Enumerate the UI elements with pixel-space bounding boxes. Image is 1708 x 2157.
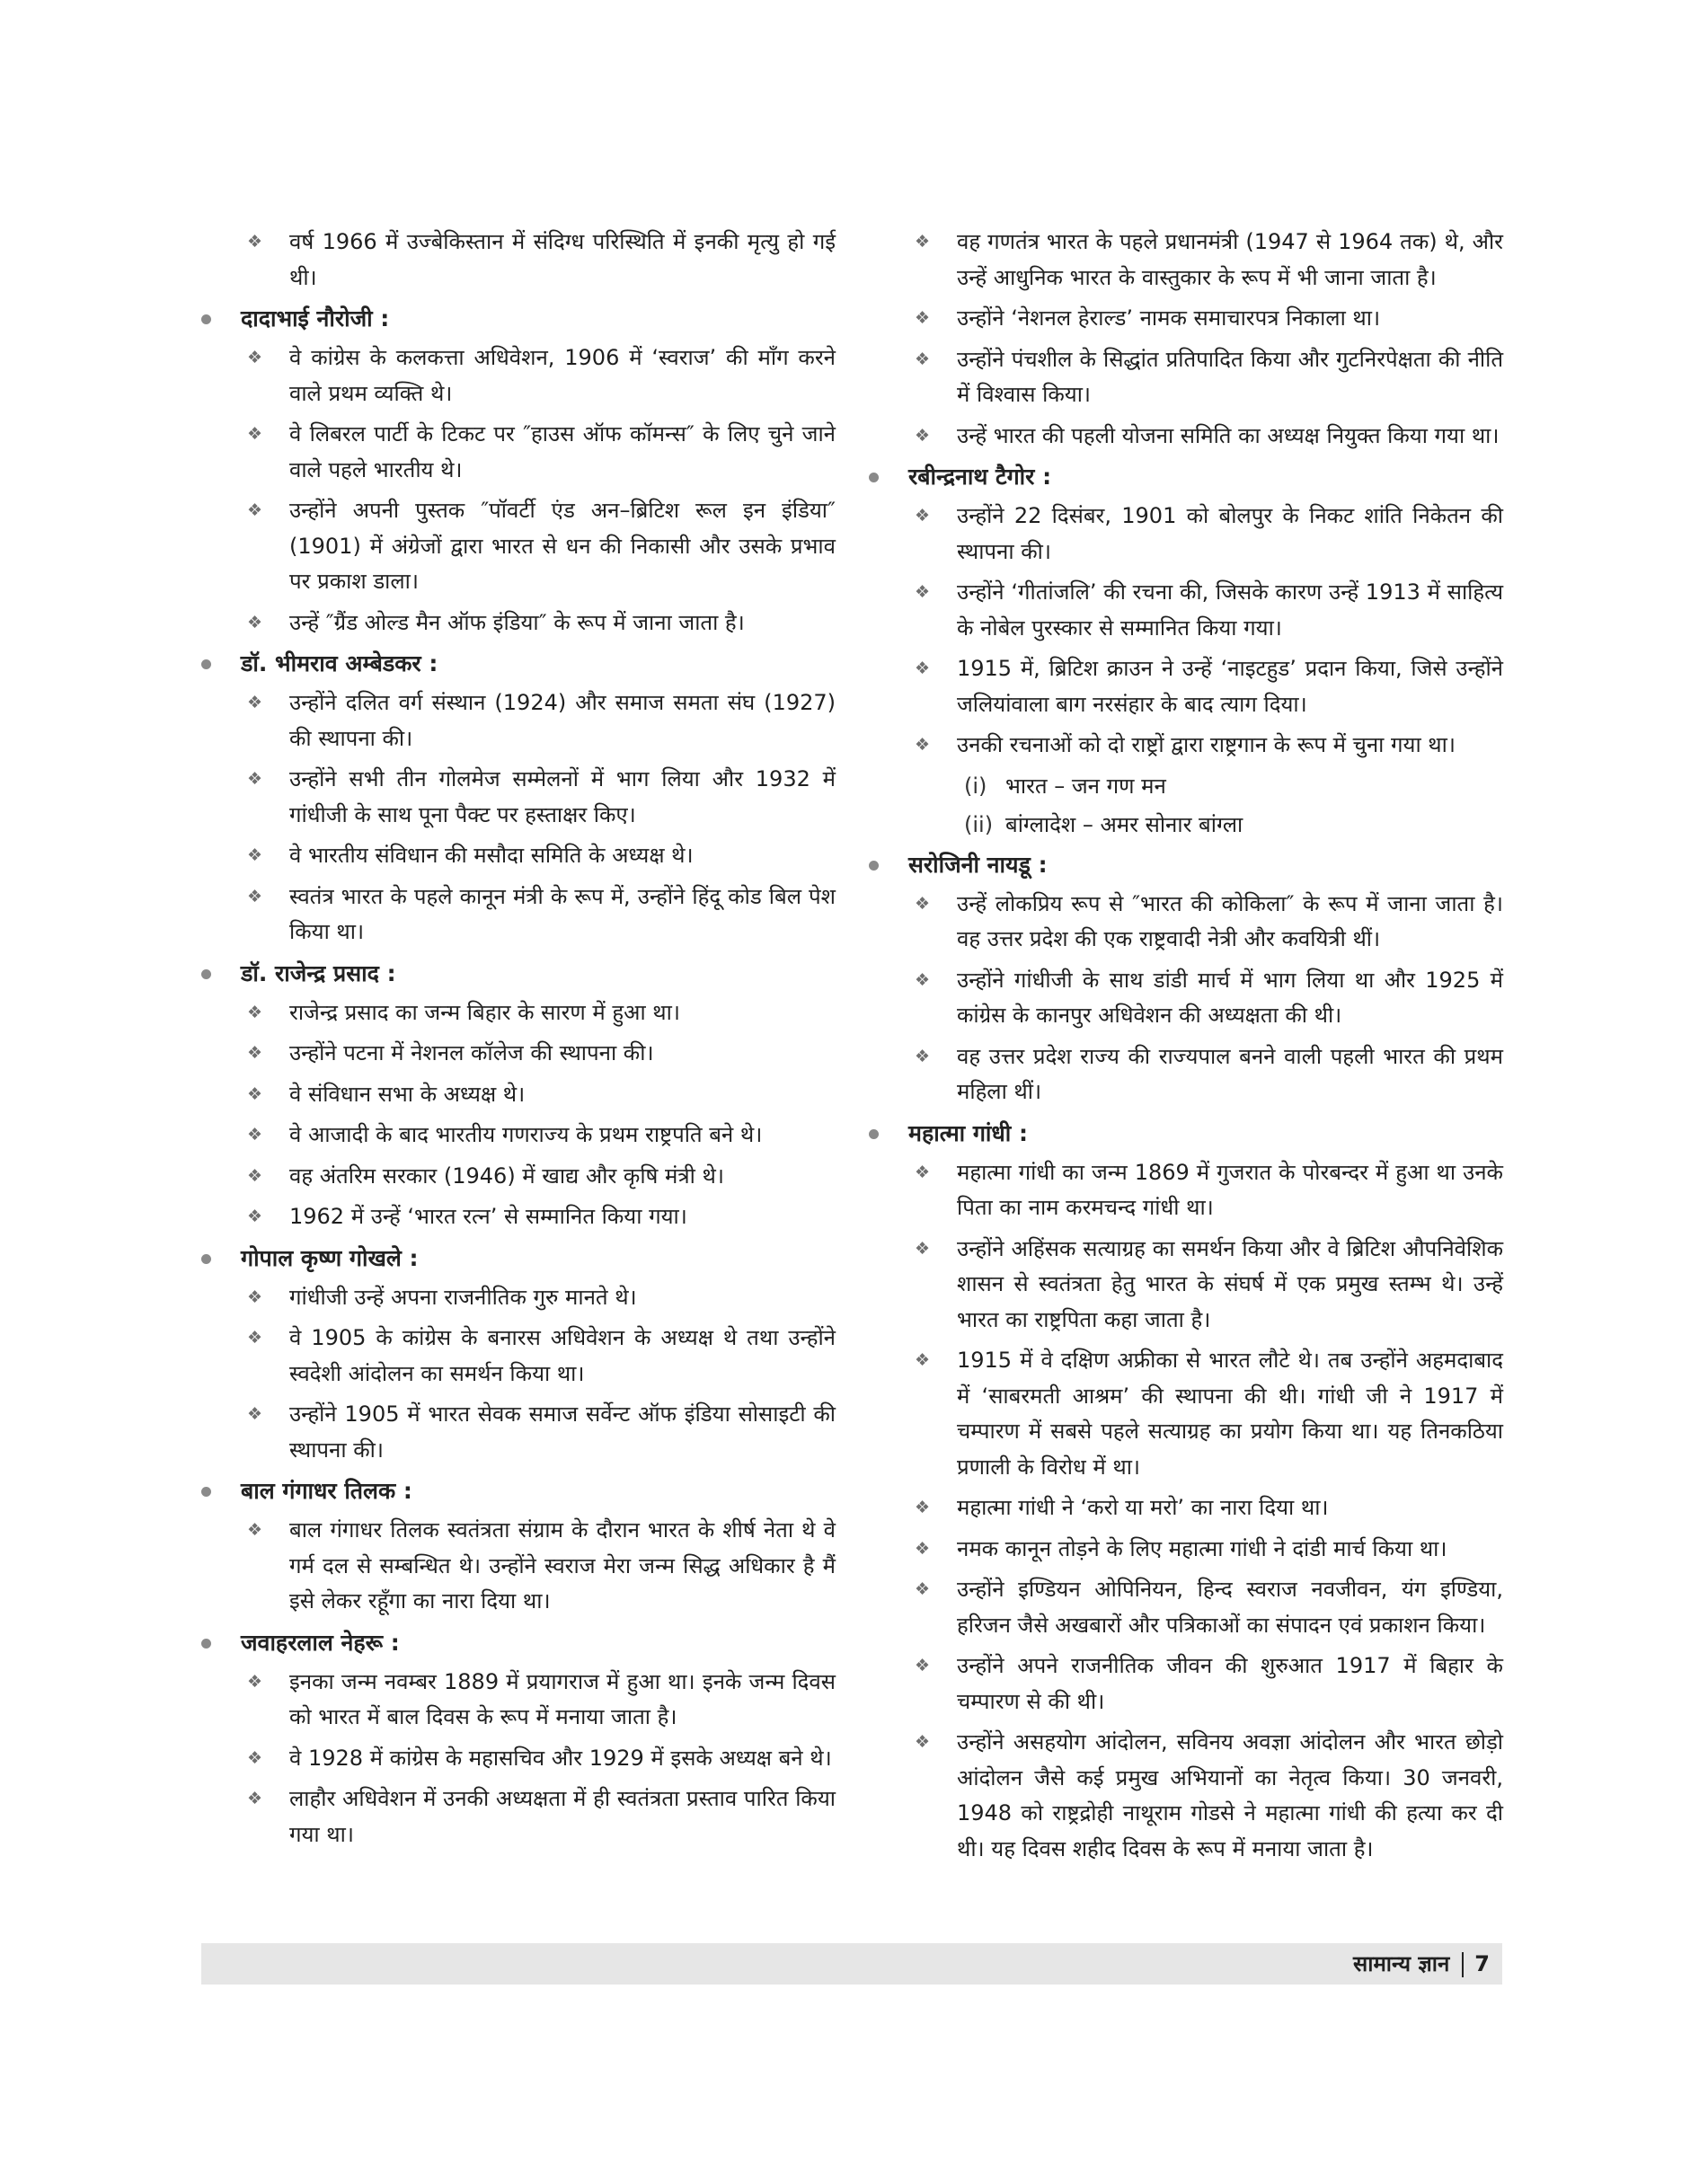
list-item-text: उन्होंने पंचशील के सिद्धांत प्रतिपादित किया और गुटनिरपेक्षता की नीति में विश्वास किया। [957,346,1503,407]
list-item [199,1781,836,1852]
list-item-text: उन्होंने ‘गीतांजलि’ की रचना की, जिसके कारण उन्हें 1913 में साहित्य के नोबेल पुरस्कार से सम्मानित किया गया। [957,579,1503,641]
diamond-dots-icon: ❖ [915,1656,931,1675]
sub-list-item [867,808,1503,844]
list-item-text: वे 1928 में कांग्रेस के महासचिव और 1929 में इसके अध्यक्ष बने थे। [289,1745,832,1771]
section-heading [199,301,836,337]
diamond-dots-icon: ❖ [247,612,263,632]
section-heading [867,459,1503,495]
list-item-text: उन्होंने ‘नेशनल हेराल्ड’ नामक समाचारपत्र निकाला था। [957,305,1381,331]
section-heading [199,1625,836,1661]
diamond-dots-icon: ❖ [915,1579,931,1599]
list-item-text: 1915 में, ब्रिटिश क्राउन ने उन्हें ‘नाइटहुड’ प्रदान किया, जिसे उन्होंने जलियांवाला बाग नरसंहार के बाद त्याग दिया। [957,656,1503,717]
sub-list-number: (i) [964,773,987,799]
list-item-text: उन्होंने 1905 में भारत सेवक समाज सर्वेन्ट ऑफ इंडिया सोसाइटी की स्थापना की। [289,1401,836,1463]
list-item [199,1321,836,1392]
list-item [867,963,1503,1034]
diamond-dots-icon: ❖ [915,1498,931,1517]
list-item-text: लाहौर अधिवेशन में उनकी अध्यक्षता में ही स्वतंत्रता प्रस्ताव पारित किया गया था। [289,1786,836,1847]
diamond-dots-icon: ❖ [915,1162,931,1182]
diamond-dots-icon: ❖ [247,424,263,444]
list-item-text: 1962 में उन्हें ‘भारत रत्न’ से सम्मानित किया गया। [289,1204,687,1229]
list-item [199,1741,836,1777]
list-item [199,685,836,756]
list-item-text: उन्होंने 22 दिसंबर, 1901 को बोलपुर के निकट शांति निकेतन की स्थापना की। [957,503,1503,564]
diamond-dots-icon: ❖ [915,893,931,914]
list-item-text: उन्होंने इण्डियन ओपिनियन, हिन्द स्वराज नवजीवन, यंग इण्डिया, हरिजन जैसे अखबारों और पत्रिकाओं का संपादन एवं प्रकाशन किया। [957,1577,1503,1638]
diamond-dots-icon: ❖ [915,659,931,678]
list-item [199,1665,836,1736]
diamond-dots-icon: ❖ [247,348,263,367]
list-item [867,1490,1503,1526]
list-item [199,1280,836,1316]
list-item [199,838,836,874]
list-item [199,1118,836,1154]
section-heading [867,847,1503,883]
sub-list-item [867,769,1503,805]
list-item [867,1725,1503,1867]
list-item [867,887,1503,958]
list-item [867,651,1503,722]
section-heading-text: डॉ. भीमराव अम्बेडकर : [241,650,438,676]
list-item-text: इनका जन्म नवम्बर 1889 में प्रयागराज में हुआ था। इनके जन्म दिवस को भारत में बाल दिवस के रूप में मनाया जाता है। [289,1668,836,1729]
list-item [199,606,836,641]
diamond-dots-icon: ❖ [915,1732,931,1752]
diamond-dots-icon: ❖ [915,349,931,369]
list-item-text: उन्होंने असहयोग आंदोलन, सविनय अवज्ञा आंदोलन और भारत छोड़ो आंदोलन जैसे कई प्रमुख अभियानों का नेतृत्व किया। 30 जनवरी, 1948 को राष्ट्रद्रोही नाथूराम गोडसे ने महात्मा गांधी की हत्या कर दी थी। यह दिवस शहीद दिवस के रूप में मनाया जाता है। [957,1729,1503,1861]
section-heading-text: दादाभाई नौरोजी : [241,305,390,332]
list-item-text: वे कांग्रेस के कलकत्ता अधिवेशन, 1906 में ‘स्वराज’ की माँग करने वाले प्रथम व्यक्ति थे। [289,345,836,406]
list-item [867,1649,1503,1719]
list-item [199,225,836,296]
list-item [199,1077,836,1113]
diamond-dots-icon: ❖ [915,1238,931,1259]
list-item [199,1199,836,1235]
section-heading-text: महात्मा गांधी : [908,1119,1028,1146]
list-item-text: उन्हें लोकप्रिय रूप से ″भारत की कोकिला″ के रूप में जाना जाता है। वह उत्तर प्रदेश की एक राष्ट्रवादी नेत्री और कवयित्री थीं। [957,890,1503,951]
list-item-text: राजेन्द्र प्रसाद का जन्म बिहार के सारण में हुआ था। [289,999,680,1025]
list-item [199,880,836,950]
list-item [867,1039,1503,1110]
section-heading [867,1116,1503,1152]
sub-list-text: बांग्लादेश – अमर सोनार बांग्ला [1005,812,1243,837]
list-item-text: उन्होंने सभी तीन गोलमेज सम्मेलनों में भाग लिया और 1932 में गांधीजी के साथ पूना पैक्ट पर हस्ताक्षर किए। [289,766,836,827]
list-item-text: स्वतंत्र भारत के पहले कानून मंत्री के रूप में, उन्होंने हिंदू कोड बिल पेश किया था। [289,883,836,944]
list-item [199,1397,836,1468]
list-item-text: वह गणतंत्र भारत के पहले प्रधानमंत्री (1947 से 1964 तक) थे, और उन्हें आधुनिक भारत के वास्तुकार के रूप में भी जाना जाता है। [957,229,1503,290]
section-heading [199,956,836,992]
diamond-dots-icon: ❖ [915,582,931,602]
diamond-dots-icon: ❖ [247,1207,263,1226]
list-item-text: वे भारतीय संविधान की मसौदा समिति के अध्यक्ष थे। [289,843,694,868]
list-item [867,1572,1503,1643]
diamond-dots-icon: ❖ [247,232,263,252]
diamond-dots-icon: ❖ [247,500,263,520]
diamond-dots-icon: ❖ [247,1002,263,1022]
sub-list-number: (ii) [964,812,994,837]
list-item [867,1232,1503,1339]
diamond-dots-icon: ❖ [247,1165,263,1186]
list-item-text: वे लिबरल पार्टी के टिकट पर ″हाउस ऑफ कॉमन्स″ के लिए चुने जाने वाले पहले भारतीय थे। [289,421,836,482]
diamond-dots-icon: ❖ [247,693,263,712]
list-item [199,1513,836,1620]
list-item-text: वे 1905 के कांग्रेस के बनारस अधिवेशन के अध्यक्ष थे तथा उन्होंने स्वदेशी आंदोलन का समर्थन किया था। [289,1325,836,1386]
section-heading-text: रबीन्द्रनाथ टैगोर : [908,464,1052,490]
diamond-dots-icon: ❖ [915,425,931,446]
diamond-dots-icon: ❖ [915,969,931,990]
diamond-dots-icon: ❖ [247,1083,263,1104]
list-item-text: उन्होंने दलित वर्ग संस्थान (1924) और समाज समता संघ (1927) की स्थापना की। [289,690,836,751]
section-heading-text: डॉ. राजेन्द्र प्रसाद : [241,959,396,986]
diamond-dots-icon: ❖ [247,1671,263,1692]
list-item-text: गांधीजी उन्हें अपना राजनीतिक गुरु मानते थे। [289,1284,637,1310]
section-heading-text: गोपाल कृष्ण गोखले : [241,1244,419,1271]
list-item-text: वर्ष 1966 में उज्बेकिस्तान में संदिग्ध परिस्थिति में इनकी मृत्यु हो गई थी। [289,229,836,290]
sub-list-text: भारत – जन गण मन [1005,773,1166,799]
book-title: सामान्य ज्ञान [1353,1951,1450,1976]
list-item [867,1532,1503,1568]
section-heading-text: सरोजिनी नायडू : [908,851,1048,878]
diamond-dots-icon: ❖ [247,1125,263,1145]
list-item [867,1155,1503,1226]
list-item [199,1159,836,1195]
diamond-dots-icon: ❖ [247,1520,263,1540]
diamond-dots-icon: ❖ [247,1043,263,1063]
diamond-dots-icon: ❖ [247,1286,263,1307]
diamond-dots-icon: ❖ [915,232,931,252]
list-item [867,225,1503,296]
list-item [867,301,1503,337]
list-item [867,419,1503,455]
list-item-text: उन्हें ″ग्रैंड ओल्ड मैन ऑफ इंडिया″ के रूप में जाना जाता है। [289,609,745,635]
list-item-text: बाल गंगाधर तिलक स्वतंत्रता संग्राम के दौरान भारत के शीर्ष नेता थे वे गर्म दल से सम्बन्धित थे। उन्होंने स्वराज मेरा जन्म सिद्ध अधिकार है मैं इसे लेकर रहूँगा का नारा दिया था। [289,1517,836,1613]
diamond-dots-icon: ❖ [247,1328,263,1348]
diamond-dots-icon: ❖ [247,886,263,906]
diamond-dots-icon: ❖ [247,769,263,789]
list-item-text: वह उत्तर प्रदेश राज्य की राज्यपाल बनने वाली पहली भारत की प्रथम महिला थीं। [957,1043,1503,1104]
diamond-dots-icon: ❖ [915,1538,931,1559]
diamond-dots-icon: ❖ [915,1350,931,1370]
list-item-text: वे आजादी के बाद भारतीय गणराज्य के प्रथम राष्ट्रपति बने थे। [289,1122,763,1147]
diamond-dots-icon: ❖ [915,308,931,328]
section-heading [199,1241,836,1277]
list-item-text: उन्होंने गांधीजी के साथ डांडी मार्च में भाग लिया था और 1925 में कांग्रेस के कानपुर अधिवेशन की अध्यक्षता की थी। [957,967,1503,1028]
diamond-dots-icon: ❖ [915,1046,931,1066]
list-item-text: वह अंतरिम सरकार (1946) में खाद्य और कृषि मंत्री थे। [289,1162,724,1189]
list-item [867,342,1503,413]
list-item-text: महात्मा गांधी ने ‘करो या मरो’ का नारा दिया था। [957,1495,1329,1520]
list-item [867,575,1503,646]
page-footer [201,1943,1502,1985]
right-column [867,225,1503,1872]
list-item-text: नमक कानून तोड़ने के लिए महात्मा गांधी ने दांडी मार्च किया था। [957,1535,1447,1561]
list-item-text: 1915 में वे दक्षिण अफ्रीका से भारत लौटे थे। तब उन्होंने अहमदाबाद में ‘साबरमती आश्रम’ की स्थापना की थी। गांधी जी ने 1917 में चम्पारण में सबसे पहले सत्याग्रह का प्रयोग किया था। यह तिनकठिया प्रणाली के विरोध में था। [957,1348,1503,1480]
list-item [199,340,836,411]
list-item [199,762,836,833]
diamond-dots-icon: ❖ [915,506,931,526]
list-item-text: उनकी रचनाओं को दो राष्ट्रों द्वारा राष्ट्रगान के रूप में चुना गया था। [957,732,1456,757]
list-item-text: वे संविधान सभा के अध्यक्ष थे। [289,1081,526,1107]
list-item-text: उन्होंने पटना में नेशनल कॉलेज की स्थापना की। [289,1040,654,1065]
list-item-text: उन्होंने अपने राजनीतिक जीवन की शुरुआत 1917 में बिहार के चम्पारण से की थी। [957,1653,1503,1714]
list-item-text: उन्होंने अहिंसक सत्याग्रह का समर्थन किया और वे ब्रिटिश औपनिवेशिक शासन से स्वतंत्रता हेतु भारत के संघर्ष में एक प्रमुख स्तम्भ थे। उन्हें भारत का राष्ट्रपिता कहा जाता है। [957,1235,1503,1332]
list-item [199,493,836,600]
list-item-text: उन्होंने अपनी पुस्तक ″पॉवर्टी एंड अन–ब्रिटिश रूल इन इंडिया″ (1901) में अंग्रेजों द्वारा भारत से धन की निकासी और उसके प्रभाव पर प्रकाश डाला। [289,498,836,594]
section-heading-text: बाल गंगाधर तिलक : [241,1478,412,1504]
page-number: 7 [1474,1951,1490,1976]
diamond-dots-icon: ❖ [247,1747,263,1768]
footer-text [1353,1943,1490,1985]
list-item [199,995,836,1031]
footer-separator [1462,1952,1464,1977]
list-item [867,728,1503,764]
list-item [867,1343,1503,1485]
diamond-dots-icon: ❖ [915,735,931,755]
section-heading [199,1473,836,1509]
list-item-text: उन्हें भारत की पहली योजना समिति का अध्यक्ष नियुक्त किया गया था। [957,422,1500,448]
list-item [867,499,1503,570]
diamond-dots-icon: ❖ [247,845,263,865]
section-heading [199,646,836,682]
list-item-text: महात्मा गांधी का जन्म 1869 में गुजरात के पोरबन्दर में हुआ था उनके पिता का नाम करमचन्द गांधी था। [957,1159,1503,1220]
section-heading-text: जवाहरलाल नेहरू : [241,1629,400,1656]
left-column [199,225,836,1858]
diamond-dots-icon: ❖ [247,1789,263,1808]
list-item [199,417,836,488]
diamond-dots-icon: ❖ [247,1404,263,1424]
list-item [199,1036,836,1072]
